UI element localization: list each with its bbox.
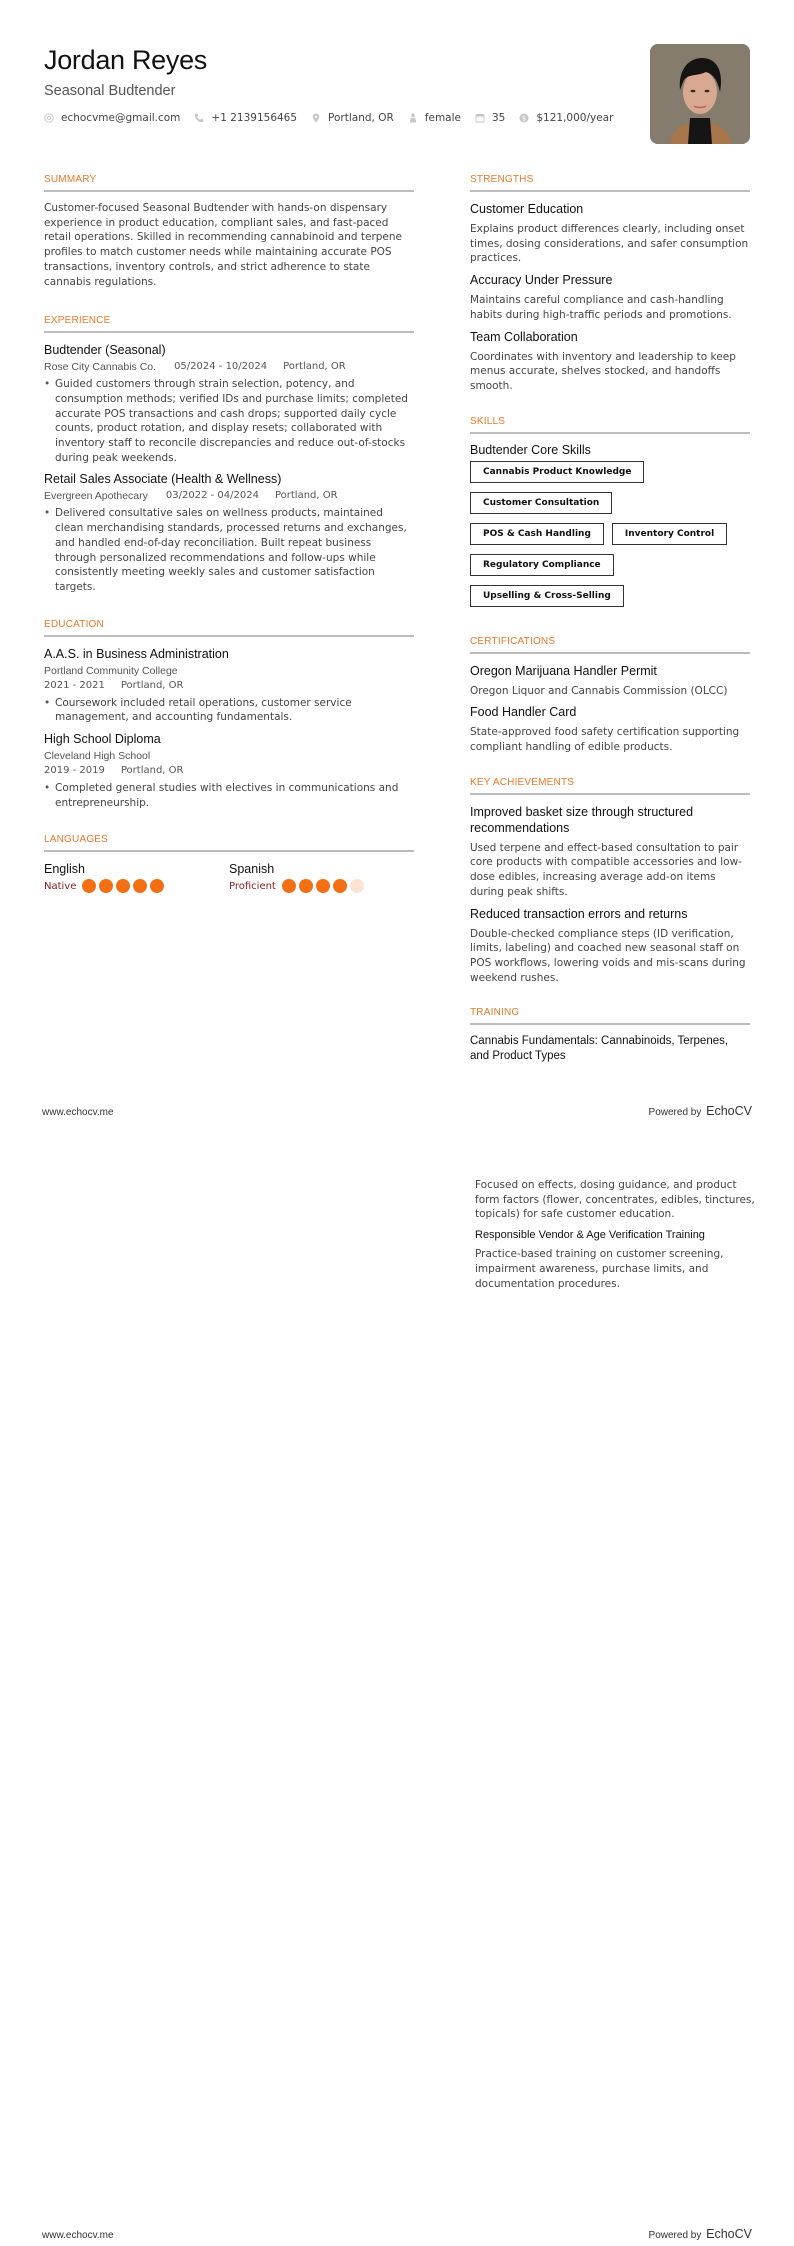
education-location: Portland, OR bbox=[120, 765, 184, 777]
training-heading: TRAINING bbox=[470, 1007, 750, 1025]
experience-item bbox=[44, 471, 414, 594]
footer-site-link[interactable]: www.echocv.me bbox=[42, 2230, 114, 2241]
education-bullet: • Coursework included retail operations, customer service management, and accounting fundamentals. bbox=[44, 696, 414, 725]
profile-photo bbox=[650, 44, 750, 144]
rating-dot-filled bbox=[282, 879, 296, 893]
experience-heading: EXPERIENCE bbox=[44, 315, 414, 333]
certification-issuer: Oregon Liquor and Cannabis Commission (OLCC) bbox=[470, 684, 728, 697]
education-dates: 2021 - 2021 bbox=[44, 679, 105, 691]
strength-title: Accuracy Under Pressure bbox=[470, 273, 613, 288]
portrait-image bbox=[650, 44, 750, 144]
footer-powered-by[interactable] bbox=[649, 1104, 752, 1118]
job-bullet: • Delivered consultative sales on wellness products, maintained clean merchandising standards, processed returns and exchanges, and handled end-of-day reconciliation. Built repeat business through personalized recommendations and follow-ups while consistently meeting weekly sales and customer satisfaction targets. bbox=[44, 506, 414, 594]
training-continued bbox=[475, 1178, 755, 1297]
page-footer bbox=[42, 1104, 752, 1118]
achievement-title: Improved basket size through structured recommendations bbox=[470, 804, 694, 835]
education-bullet: • Completed general studies with electives in communications and entrepreneurship. bbox=[44, 781, 414, 810]
achievements-section bbox=[470, 777, 750, 986]
achievement-title: Reduced transaction errors and returns bbox=[470, 906, 688, 921]
certification-text: State-approved food safety certification supporting compliant handling of edible products. bbox=[470, 726, 740, 754]
contact-location bbox=[311, 112, 394, 124]
certifications-heading: CERTIFICATIONS bbox=[470, 636, 750, 654]
training-title: Responsible Vendor & Age Verification Training bbox=[475, 1229, 705, 1242]
language-rating-row bbox=[229, 879, 414, 893]
strengths-section bbox=[470, 174, 750, 394]
skills-heading: SKILLS bbox=[470, 416, 750, 434]
certification-title: Food Handler Card bbox=[470, 705, 577, 720]
skill-chip: Cannabis Product Knowledge bbox=[470, 461, 644, 483]
skill-group-title: Budtender Core Skills bbox=[470, 442, 591, 457]
phone-icon bbox=[194, 113, 204, 123]
job-title: Retail Sales Associate (Health & Wellness) bbox=[44, 472, 282, 487]
strength-title: Customer Education bbox=[470, 202, 584, 216]
languages-section bbox=[44, 834, 414, 893]
contact-age bbox=[475, 112, 505, 124]
rating-dot-empty bbox=[350, 879, 364, 893]
at-icon bbox=[44, 113, 54, 123]
certifications-section bbox=[470, 636, 750, 755]
salary-text: $121,000/year bbox=[536, 112, 614, 124]
powered-by-label: Powered by bbox=[648, 1107, 702, 1118]
language-level: Native bbox=[44, 880, 77, 892]
job-title: Budtender (Seasonal) bbox=[44, 343, 166, 358]
person-icon bbox=[408, 113, 418, 123]
experience-section bbox=[44, 315, 414, 594]
training-section bbox=[470, 1007, 750, 1064]
contact-email[interactable] bbox=[44, 112, 180, 124]
page-footer bbox=[42, 2227, 752, 2241]
job-bullets bbox=[44, 506, 414, 594]
rating-dot-filled bbox=[116, 879, 130, 893]
calendar-icon bbox=[475, 113, 485, 123]
education-heading: EDUCATION bbox=[44, 619, 414, 637]
job-meta bbox=[44, 489, 414, 503]
contact-phone[interactable] bbox=[194, 112, 297, 124]
languages-list bbox=[44, 861, 414, 893]
education-meta bbox=[44, 679, 414, 693]
school: Portland Community College bbox=[44, 664, 178, 677]
language-item bbox=[44, 861, 229, 893]
language-rating-row bbox=[44, 879, 229, 893]
strengths-heading: STRENGTHS bbox=[470, 174, 750, 192]
contact-gender bbox=[408, 112, 461, 124]
job-meta bbox=[44, 360, 414, 374]
rating-dot-filled bbox=[99, 879, 113, 893]
powered-by-label: Powered by bbox=[648, 2230, 702, 2241]
education-bullets bbox=[44, 696, 414, 725]
candidate-title: Seasonal Budtender bbox=[44, 83, 176, 99]
skills-section bbox=[470, 416, 750, 616]
language-item bbox=[229, 861, 414, 893]
education-bullets bbox=[44, 781, 414, 810]
left-column bbox=[44, 174, 414, 919]
skill-chip: Upselling & Cross-Selling bbox=[470, 585, 624, 607]
achievements-heading: KEY ACHIEVEMENTS bbox=[470, 777, 750, 795]
job-bullet: • Guided customers through strain selection, potency, and consumption methods; verified IDs and purchase limits; completed accurate POS transactions and cash drops; supported daily cycle counts, product rotation, and display resets; collaborated with inventory staff to reconcile discrepancies and reduce out-of-stocks during peak weekends. bbox=[44, 377, 414, 465]
job-dates: 03/2022 - 04/2024 bbox=[165, 490, 259, 502]
achievement-text: Used terpene and effect-based consultation to pair core products with compatible accessories and low-dose edibles, increasing average add-on items during peak shifts. bbox=[470, 841, 742, 898]
phone-text: +1 2139156465 bbox=[211, 112, 298, 124]
education-item bbox=[44, 646, 414, 725]
rating-dot-filled bbox=[82, 879, 96, 893]
email-text: echocvme@gmail.com bbox=[61, 112, 181, 124]
training-text: Practice-based training on customer screening, impairment awareness, purchase limits, and documentation procedures. bbox=[475, 1248, 724, 1290]
footer-brand: EchoCV bbox=[706, 2227, 752, 2241]
rating-dot-filled bbox=[316, 879, 330, 893]
resume-header bbox=[44, 44, 644, 124]
right-column bbox=[470, 174, 750, 1090]
languages-heading: LANGUAGES bbox=[44, 834, 414, 852]
strength-text: Maintains careful compliance and cash-handling habits during high-traffic periods and promotions. bbox=[470, 294, 732, 321]
gender-text: female bbox=[424, 112, 461, 124]
rating-dot-filled bbox=[150, 879, 164, 893]
footer-site-link[interactable]: www.echocv.me bbox=[42, 1107, 114, 1118]
degree: A.A.S. in Business Administration bbox=[44, 646, 229, 661]
certification-title: Oregon Marijuana Handler Permit bbox=[470, 663, 657, 678]
rating-dot-filled bbox=[333, 879, 347, 893]
skill-chip: Inventory Control bbox=[612, 523, 727, 545]
training-title: Cannabis Fundamentals: Cannabinoids, Terpenes, and Product Types bbox=[470, 1035, 729, 1063]
footer-powered-by[interactable] bbox=[649, 2227, 752, 2241]
strength-title: Team Collaboration bbox=[470, 329, 578, 344]
strength-text: Coordinates with inventory and leadership to keep menus accurate, shelves stocked, and handoffs smooth. bbox=[470, 350, 736, 392]
skill-chip: Regulatory Compliance bbox=[470, 554, 614, 576]
education-dates: 2019 - 2019 bbox=[44, 765, 105, 777]
contact-row bbox=[44, 112, 644, 124]
degree: High School Diploma bbox=[44, 732, 161, 747]
training-text: Focused on effects, dosing guidance, and product form factors (flower, concentrates, edibles, tinctures, topicals) for safe customer education. bbox=[475, 1179, 755, 1221]
job-bullets bbox=[44, 377, 414, 465]
language-level: Proficient bbox=[229, 880, 276, 892]
education-section bbox=[44, 619, 414, 811]
svg-text:$: $ bbox=[522, 114, 527, 123]
rating-dot-filled bbox=[299, 879, 313, 893]
skill-chips bbox=[470, 461, 750, 616]
contact-salary bbox=[519, 112, 613, 124]
education-item bbox=[44, 731, 414, 810]
skill-chip: POS & Cash Handling bbox=[470, 523, 604, 545]
employer: Evergreen Apothecary bbox=[44, 490, 148, 503]
job-location: Portland, OR bbox=[274, 490, 338, 502]
location-text: Portland, OR bbox=[328, 112, 394, 124]
skill-chip: Customer Consultation bbox=[470, 492, 612, 514]
achievement-text: Double-checked compliance steps (ID verification, limits, labeling) and coached new seasonal staff on POS workflows, lowering voids and mis-scans during weekend rushes. bbox=[470, 927, 746, 984]
experience-item bbox=[44, 342, 414, 465]
school: Cleveland High School bbox=[44, 750, 151, 763]
rating-dot-filled bbox=[133, 879, 147, 893]
summary-heading: SUMMARY bbox=[44, 174, 414, 192]
candidate-name: Jordan Reyes bbox=[44, 45, 207, 75]
language-name: Spanish bbox=[229, 862, 275, 877]
summary-section bbox=[44, 174, 414, 289]
location-pin-icon bbox=[311, 113, 321, 123]
age-text: 35 bbox=[491, 112, 506, 124]
education-meta bbox=[44, 764, 414, 778]
dollar-icon bbox=[519, 113, 529, 123]
summary-text: Customer-focused Seasonal Budtender with hands-on dispensary experience in product education, compliant sales, and fast-paced retail operations. Skilled in recommending cannabinoid and terpene profiles to match customer needs while maintaining accurate POS transactions, inventory controls, and strict adherence to state cannabis regulations. bbox=[44, 202, 403, 288]
job-dates: 05/2024 - 10/2024 bbox=[174, 361, 268, 373]
job-location: Portland, OR bbox=[283, 361, 346, 373]
language-name: English bbox=[44, 862, 85, 877]
employer: Rose City Cannabis Co. bbox=[44, 361, 157, 374]
strength-text: Explains product differences clearly, including onset times, dosing considerations, and safer consumption practices. bbox=[470, 223, 749, 265]
education-location: Portland, OR bbox=[120, 679, 184, 691]
footer-brand: EchoCV bbox=[706, 1104, 752, 1118]
